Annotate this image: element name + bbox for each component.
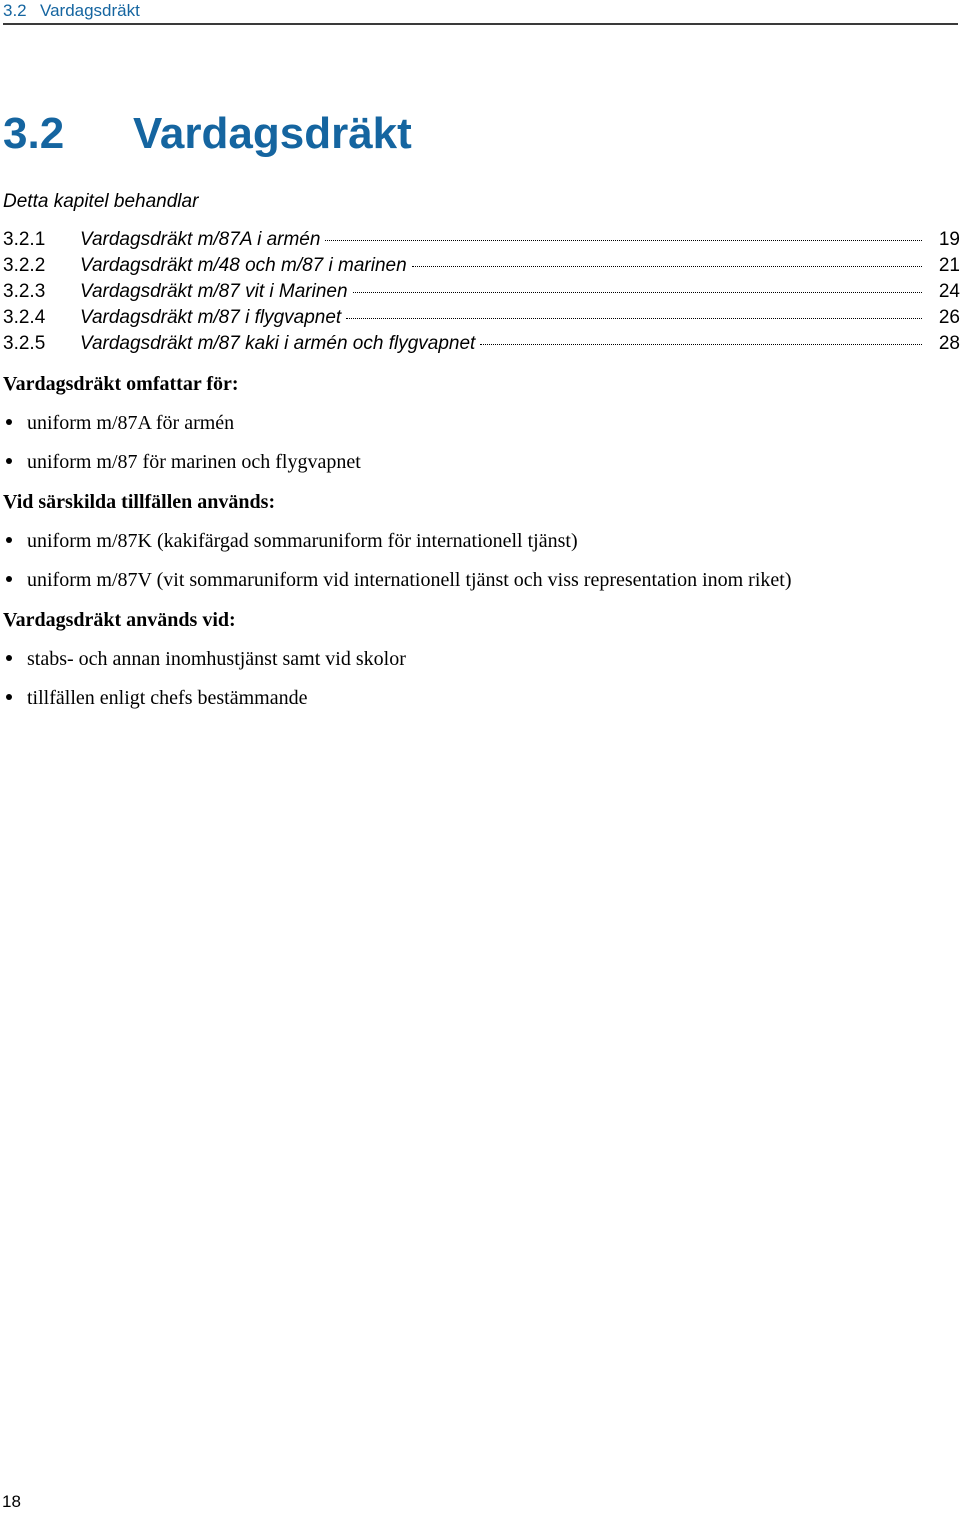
- bullet-icon: [6, 537, 12, 543]
- bullet-item: [3, 410, 234, 436]
- toc-entry-number: 3.2.1: [3, 229, 46, 250]
- toc-entry-title: Vardagsdräkt m/87A i armén: [80, 229, 321, 250]
- toc-entry[interactable]: [3, 254, 960, 280]
- bullet-icon: [6, 458, 12, 464]
- page-number: 18: [2, 1492, 21, 1511]
- bullet-text: stabs- och annan inomhustjänst samt vid skolor: [27, 648, 406, 670]
- intro-text: Detta kapitel behandlar: [3, 191, 199, 212]
- toc-entry-page: 28: [938, 333, 960, 354]
- chapter-number: 3.2: [3, 109, 65, 158]
- bullet-text: uniform m/87 för marinen och flygvapnet: [27, 451, 361, 473]
- running-head: [3, 0, 958, 25]
- toc-entry-number: 3.2.2: [3, 255, 46, 276]
- toc-leader-dots: [480, 344, 922, 345]
- toc-entry[interactable]: [3, 228, 960, 254]
- section-heading: Vid särskilda tillfällen används:: [3, 491, 276, 513]
- running-head-title: Vardagsdräkt: [40, 1, 140, 20]
- toc-entry-number: 3.2.3: [3, 281, 46, 302]
- toc-leader-dots: [346, 318, 922, 319]
- bullet-icon: [6, 419, 12, 425]
- bullet-text: tillfällen enligt chefs bestämmande: [27, 687, 308, 709]
- bullet-text: uniform m/87V (vit sommaruniform vid internationell tjänst och viss representation inom riket): [27, 569, 792, 591]
- toc-entry-page: 21: [938, 255, 960, 276]
- toc-entry[interactable]: [3, 306, 960, 332]
- toc-entry-page: 24: [938, 281, 960, 302]
- toc-entry-title: Vardagsdräkt m/87 i flygvapnet: [80, 307, 342, 328]
- bullet-icon: [6, 694, 12, 700]
- bullet-item: [3, 646, 406, 672]
- toc-entry-number: 3.2.5: [3, 333, 46, 354]
- chapter-title-text: Vardagsdräkt: [133, 109, 412, 158]
- bullet-item: [3, 449, 361, 475]
- bullet-text: uniform m/87A för armén: [27, 412, 235, 434]
- toc-entry-page: 19: [938, 229, 960, 250]
- toc-entry[interactable]: [3, 280, 960, 306]
- bullet-text: uniform m/87K (kakifärgad sommaruniform för internationell tjänst): [27, 530, 578, 552]
- toc-entry-page: 26: [938, 307, 960, 328]
- toc-entry-title: Vardagsdräkt m/87 kaki i armén och flygvapnet: [80, 333, 476, 354]
- bullet-icon: [6, 655, 12, 661]
- toc-entry[interactable]: [3, 332, 960, 358]
- bullet-item: [3, 567, 792, 593]
- section-heading: Vardagsdräkt används vid:: [3, 609, 236, 631]
- chapter-title: [3, 106, 412, 162]
- table-of-contents: [3, 228, 960, 358]
- toc-entry-title: Vardagsdräkt m/48 och m/87 i marinen: [80, 255, 407, 276]
- section-heading: Vardagsdräkt omfattar för:: [3, 373, 239, 395]
- bullet-item: [3, 528, 578, 554]
- bullet-item: [3, 685, 307, 711]
- toc-entry-number: 3.2.4: [3, 307, 46, 328]
- toc-entry-title: Vardagsdräkt m/87 vit i Marinen: [80, 281, 348, 302]
- toc-leader-dots: [325, 240, 922, 241]
- bullet-icon: [6, 576, 12, 582]
- toc-leader-dots: [412, 266, 922, 267]
- running-head-number: 3.2: [3, 1, 27, 20]
- toc-leader-dots: [353, 292, 922, 293]
